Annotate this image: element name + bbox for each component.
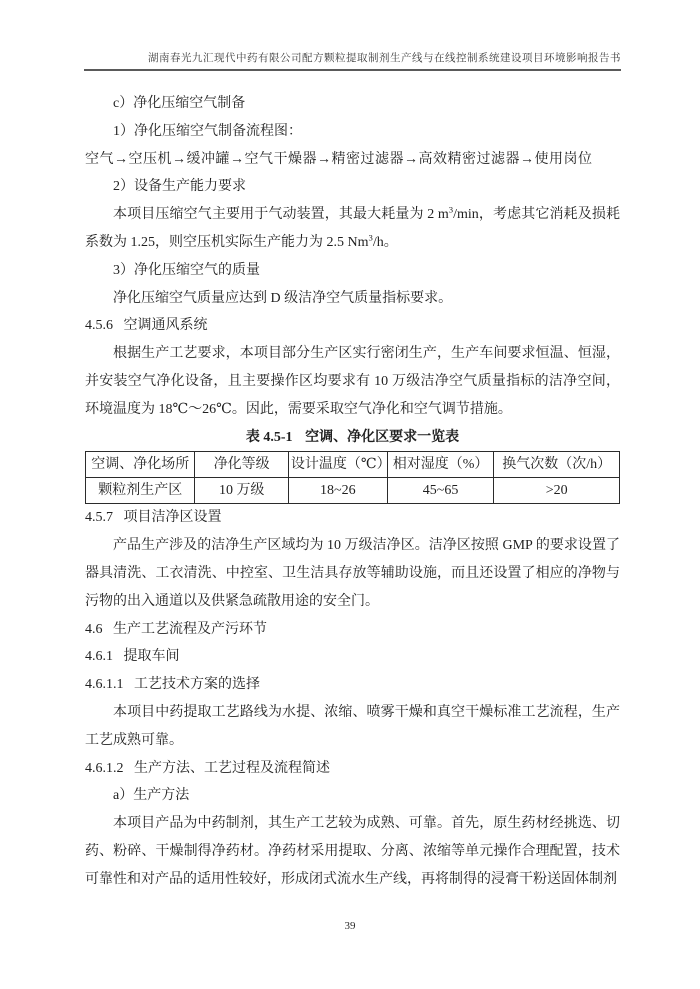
- list-item-a: a）生产方法: [113, 788, 190, 804]
- cell-clean-grade: 10 万级: [195, 478, 288, 504]
- section-number: 4.5.7: [85, 510, 113, 526]
- cell-design-temp: 18~26: [288, 478, 387, 504]
- section-number: 4.6.1.2: [85, 760, 124, 776]
- capacity-text-3: /h。: [372, 234, 398, 250]
- paragraph-hvac: 根据生产工艺要求，本项目部分生产区实行密闭生产，生产车间要求恒温、恒湿，并安装空气净化设备，且主要操作区均要求有 10 万级洁净空气质量指标的洁净空间，环境温度为 18℃～26℃。因此，需要采取空气净化和空气调节措施。: [85, 346, 620, 417]
- table-caption-label: 表 4.5-1: [245, 429, 293, 445]
- paragraph-cleanroom: 产品生产涉及的洁净生产区域均为 10 万级洁净区。洁净区按照 GMP 的要求设置了器具清洗、工衣清洗、中控室、卫生洁具存放等辅助设施，而且还设置了相应的净物与污物的出入通道以及供紧急疏散用途的安全门。: [85, 538, 620, 609]
- paragraph-extraction-route: 本项目中药提取工艺路线为水提、浓缩、喷雾干燥和真空干燥标准工艺流程，生产工艺成熟可靠。: [85, 704, 620, 748]
- section-number: 4.6: [85, 621, 103, 637]
- heading-4-6: [85, 616, 620, 644]
- section-number: 4.6.1: [85, 649, 113, 665]
- section-title: 工艺技术方案的选择: [134, 677, 260, 693]
- heading-4-6-1: [85, 643, 620, 671]
- column-header-humidity: 相对湿度（%）: [387, 452, 494, 478]
- document-body: [85, 90, 620, 894]
- capacity-text-1: 本项目压缩空气主要用于气动装置，其最大耗量为 2 m: [113, 207, 449, 223]
- hvac-requirements-table: [85, 451, 620, 504]
- column-header-air-changes: 换气次数（次/h）: [494, 452, 620, 478]
- list-item-3: 3）净化压缩空气的质量: [113, 262, 260, 278]
- cell-location: 颗粒剂生产区: [86, 478, 195, 504]
- list-item-1: 1）净化压缩空气制备流程图：: [113, 123, 302, 139]
- table-header-row: [86, 452, 620, 478]
- superscript-cubed: 3: [368, 232, 373, 243]
- table-caption-title: 空调、净化区要求一览表: [305, 429, 460, 445]
- superscript-cubed: 3: [448, 204, 454, 215]
- header-rule: [84, 69, 621, 71]
- capacity-text-2: /min，考虑其它消耗及损耗系数为 1.25，则空压机实际生产能力为 2.5 Nm: [85, 207, 620, 250]
- heading-4-6-1-2: [85, 755, 620, 783]
- process-flow-line: 空气→空压机→缓冲罐→空气干燥器→精密过滤器→高效精密过滤器→使用岗位: [85, 151, 593, 167]
- heading-4-5-7: [85, 504, 620, 532]
- paragraph-production-method: 本项目产品为中药制剂，其生产工艺较为成熟、可靠。首先，原生药材经挑选、切药、粉碎、干燥制得净药材。净药材采用提取、分离、浓缩等单元操作合理配置，技术可靠性和对产品的适用性较好，形成闭式流水生产线，再将制得的浸膏干粉送固体制剂: [85, 816, 620, 887]
- list-item-2: 2）设备生产能力要求: [113, 179, 246, 195]
- heading-4-6-1-1: [85, 671, 620, 699]
- cell-air-changes: >20: [494, 478, 620, 504]
- column-header-design-temp: 设计温度（℃）: [288, 452, 387, 478]
- section-number: 4.6.1.1: [85, 677, 124, 693]
- section-title: 提取车间: [123, 649, 180, 665]
- column-header-clean-grade: 净化等级: [195, 452, 288, 478]
- paragraph-compressor-capacity: [85, 201, 620, 257]
- running-header-title: 湖南春光九汇现代中药有限公司配方颗粒提取制剂生产线与在线控制系统建设项目环境影响报告书: [148, 53, 621, 64]
- cell-humidity: 45~65: [387, 478, 494, 504]
- page-footer: [0, 920, 700, 932]
- section-title: 空调通风系统: [123, 318, 208, 334]
- section-title: 生产方法、工艺过程及流程简述: [134, 760, 330, 776]
- table-caption: [85, 424, 620, 452]
- table-row: [86, 478, 620, 504]
- section-title: 项目洁净区设置: [123, 510, 222, 526]
- paragraph-air-quality: 净化压缩空气质量应达到 D 级洁净空气质量指标要求。: [113, 290, 453, 306]
- section-number: 4.5.6: [85, 318, 113, 334]
- page-number: 39: [344, 920, 356, 932]
- column-header-location: 空调、净化场所: [86, 452, 195, 478]
- section-title: 生产工艺流程及产污环节: [113, 621, 267, 637]
- heading-4-5-6: [85, 312, 620, 340]
- page-header: [84, 0, 621, 71]
- list-item-c: c）净化压缩空气制备: [113, 96, 246, 111]
